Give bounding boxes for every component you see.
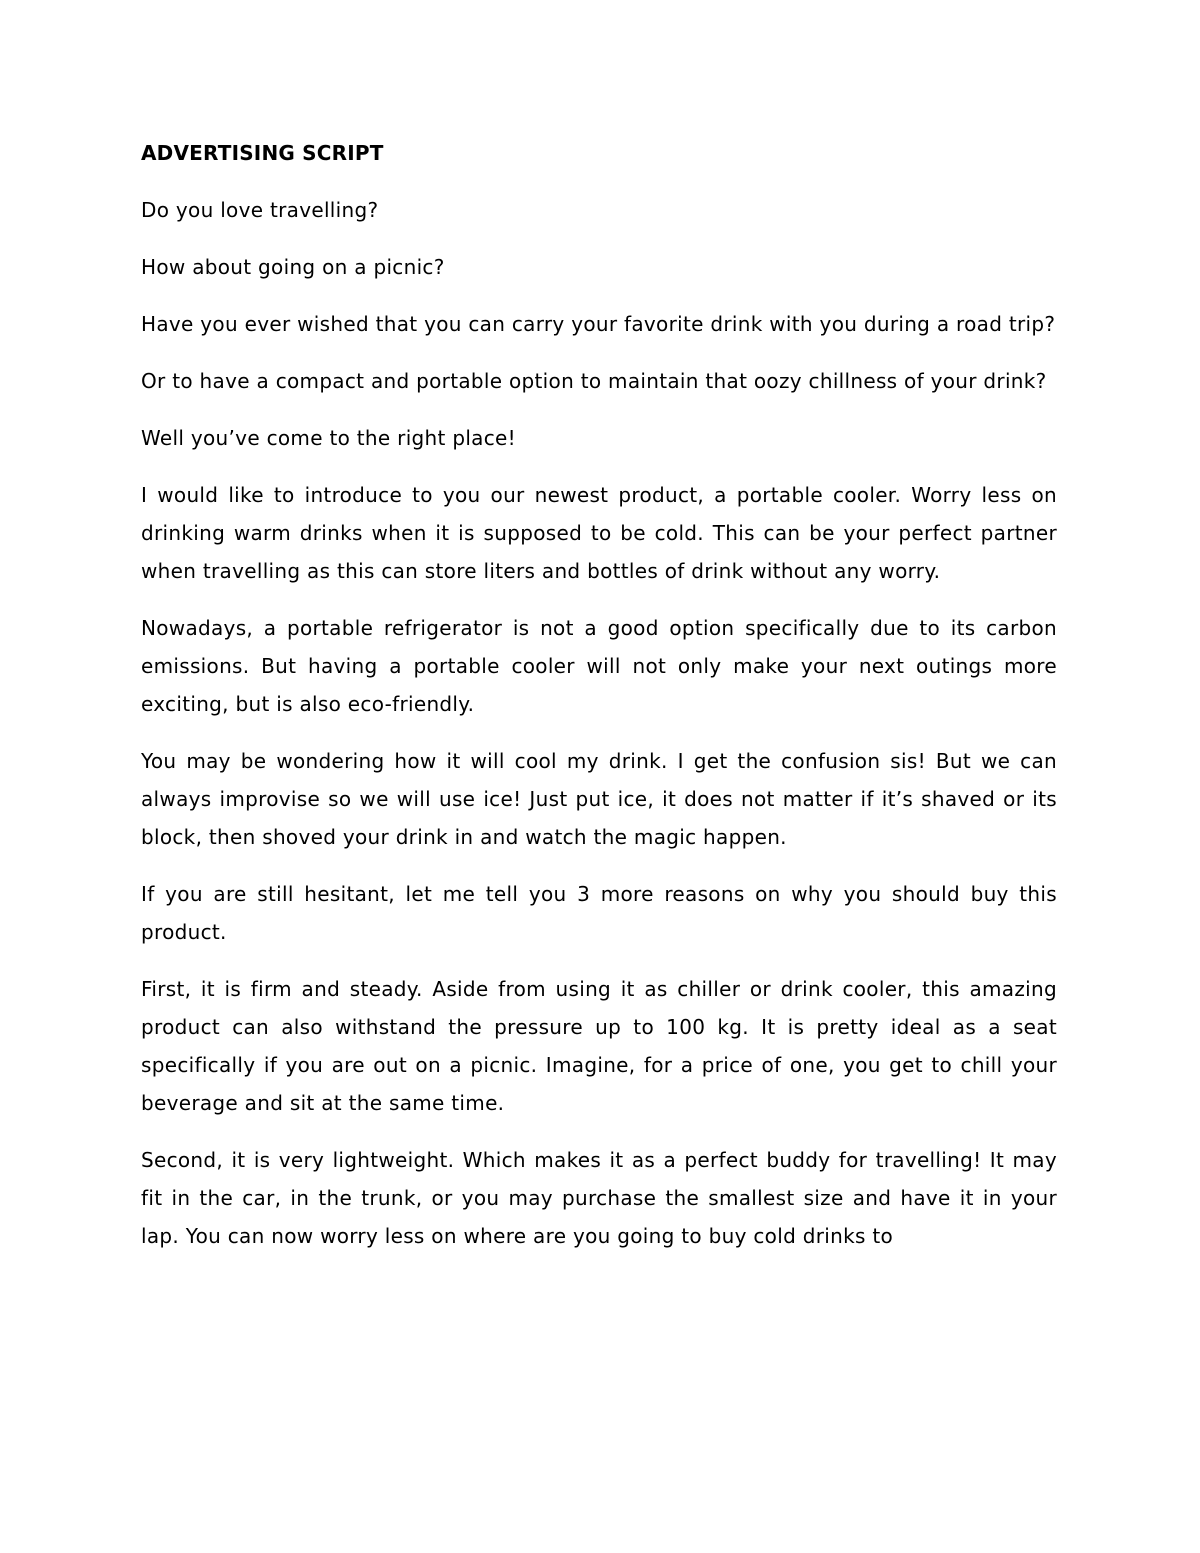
paragraph-portable-option-question: Or to have a compact and portable option to maintain that oozy chillness of your drink? bbox=[141, 369, 1047, 393]
paragraph-more-reasons: If you are still hesitant, let me tell you 3 more reasons on why you should buy this product. bbox=[141, 882, 1057, 944]
paragraph-first-reason: First, it is firm and steady. Aside from using it as chiller or drink cooler, this amazing product can also withstand the pressure up to 100 kg. It is pretty ideal as a seat specifically if you are out on a picnic. Imagine, for a price of one, you get to chill your beverage and sit at the same time. bbox=[141, 977, 1057, 1115]
paragraph-ice-cooling: You may be wondering how it will cool my drink. I get the confusion sis! But we can always improvise so we will use ice! Just put ice, it does not matter if it’s shaved or its block, then shoved your drink in and watch the magic happen. bbox=[141, 749, 1057, 849]
paragraph-second-reason: Second, it is very lightweight. Which makes it as a perfect buddy for travelling! It may fit in the car, in the trunk, or you may purchase the smallest size and have it in your lap. You can now worry less on where are you going to buy cold drinks to bbox=[141, 1148, 1057, 1248]
paragraph-picnic-question: How about going on a picnic? bbox=[141, 255, 445, 279]
paragraph-eco-friendly: Nowadays, a portable refrigerator is not a good option specifically due to its carbon emissions. But having a portable cooler will not only make your next outings more exciting, but is also eco-friendly. bbox=[141, 616, 1057, 716]
document-body bbox=[141, 134, 1057, 1274]
paragraph-product-intro: I would like to introduce to you our newest product, a portable cooler. Worry less on drinking warm drinks when it is supposed to be cold. This can be your perfect partner when travelling as this can store liters and bottles of drink without any worry. bbox=[141, 483, 1057, 583]
document-title: ADVERTISING SCRIPT bbox=[141, 141, 384, 165]
paragraph-road-trip-question: Have you ever wished that you can carry your favorite drink with you during a road trip? bbox=[141, 312, 1056, 336]
paragraph-right-place: Well you’ve come to the right place! bbox=[141, 426, 516, 450]
paragraph-travel-question: Do you love travelling? bbox=[141, 198, 379, 222]
